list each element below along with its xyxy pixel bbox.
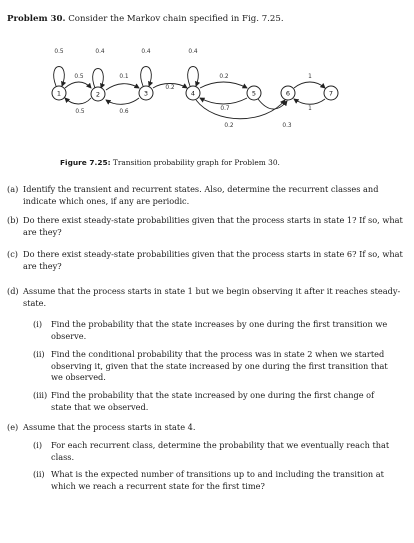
caption-text: Transition probability graph for Problem 30. [112, 158, 280, 167]
question-d-i [33, 319, 393, 342]
question-d-iii [33, 390, 393, 413]
question-c [7, 249, 407, 272]
question-text: Find the probability that the state increased by one during the first change of state that we observed. [51, 390, 375, 412]
edge-2-3 [106, 84, 139, 90]
edge-5-4 [200, 98, 247, 104]
question-label: (c) [7, 249, 18, 259]
state-3-label: 3 [143, 89, 149, 98]
self-loop-3 [141, 67, 152, 87]
label-6-7: 1 [308, 74, 312, 80]
edge-1-2 [65, 82, 91, 88]
label-self-2: 0.4 [95, 49, 105, 55]
edge-7-6 [294, 99, 325, 104]
edge-4-5 [200, 82, 247, 88]
markov-chain-graph [0, 0, 414, 160]
label-2-3: 0.1 [119, 74, 129, 80]
label-self-3: 0.4 [141, 49, 151, 55]
figure-caption [60, 158, 360, 167]
label-5-4: 0.7 [220, 106, 230, 112]
question-label: (b) [7, 215, 19, 225]
state-1-label: 1 [56, 89, 62, 98]
question-label: (a) [7, 184, 19, 194]
question-d-ii [33, 349, 393, 384]
edge-5-6 [258, 99, 287, 109]
state-2-label: 2 [95, 90, 101, 99]
label-3-4: 0.2 [165, 85, 175, 91]
self-loop-1 [54, 67, 65, 87]
label-5-6: 0.3 [282, 123, 292, 129]
question-label: (iii) [33, 390, 48, 400]
question-label: (i) [33, 440, 43, 450]
label-self-4: 0.4 [188, 49, 198, 55]
self-loop-4 [188, 67, 199, 87]
label-4-6: 0.2 [224, 123, 234, 129]
question-text: Identify the transient and recurrent states. Also, determine the recurrent classes and indicate which ones, if any are periodic. [23, 184, 379, 206]
label-2-1: 0.5 [75, 109, 85, 115]
state-4-label: 4 [190, 89, 196, 98]
problem-label: Problem 30. [7, 14, 66, 24]
state-5-label: 5 [251, 89, 257, 98]
question-label: (e) [7, 422, 19, 432]
label-7-6: 1 [308, 106, 312, 112]
markov-chain-figure [0, 0, 414, 160]
edge-3-2 [106, 98, 139, 104]
problem-statement: Consider the Markov chain specified in Fig. 7.25. [68, 14, 284, 24]
question-a [7, 184, 407, 207]
label-3-2: 0.6 [119, 109, 129, 115]
label-1-2: 0.5 [74, 74, 84, 80]
state-6-label: 6 [285, 89, 291, 98]
edge-4-6 [196, 100, 285, 119]
question-text: Do there exist steady-state probabilities given that the process starts in state 1? If so, what are they? [23, 215, 403, 237]
question-e-i [33, 440, 393, 463]
question-text: Assume that the process starts in state 1 but we begin observing it after it reaches steady-state. [23, 286, 401, 308]
question-text: Assume that the process starts in state 4. [23, 422, 196, 432]
edge-2-1 [65, 98, 91, 104]
caption-label: Figure 7.25: [60, 158, 111, 167]
question-text: Find the conditional probability that the process was in state 2 when we started observing it, given that the state increased by one during the first transition that we observed. [51, 349, 388, 383]
question-label: (i) [33, 319, 43, 329]
self-loop-2 [93, 69, 104, 89]
question-b [7, 215, 407, 238]
question-d [7, 286, 407, 309]
question-e-ii [33, 469, 393, 492]
question-label: (d) [7, 286, 19, 296]
label-self-1: 0.5 [54, 49, 64, 55]
question-text: Do there exist steady-state probabilities given that the process starts in state 6? If so, what are they? [23, 249, 403, 271]
question-label: (ii) [33, 469, 45, 479]
question-text: What is the expected number of transitions up to and including the transition at which we reach a recurrent state for the first time? [51, 469, 384, 491]
label-4-5: 0.2 [219, 74, 229, 80]
question-text: For each recurrent class, determine the probability that we eventually reach that class. [51, 440, 390, 462]
question-text: Find the probability that the state increases by one during the first transition we observe. [51, 319, 388, 341]
question-e [7, 422, 407, 434]
question-label: (ii) [33, 349, 45, 359]
state-7-label: 7 [328, 89, 334, 98]
edge-6-7 [294, 82, 325, 88]
